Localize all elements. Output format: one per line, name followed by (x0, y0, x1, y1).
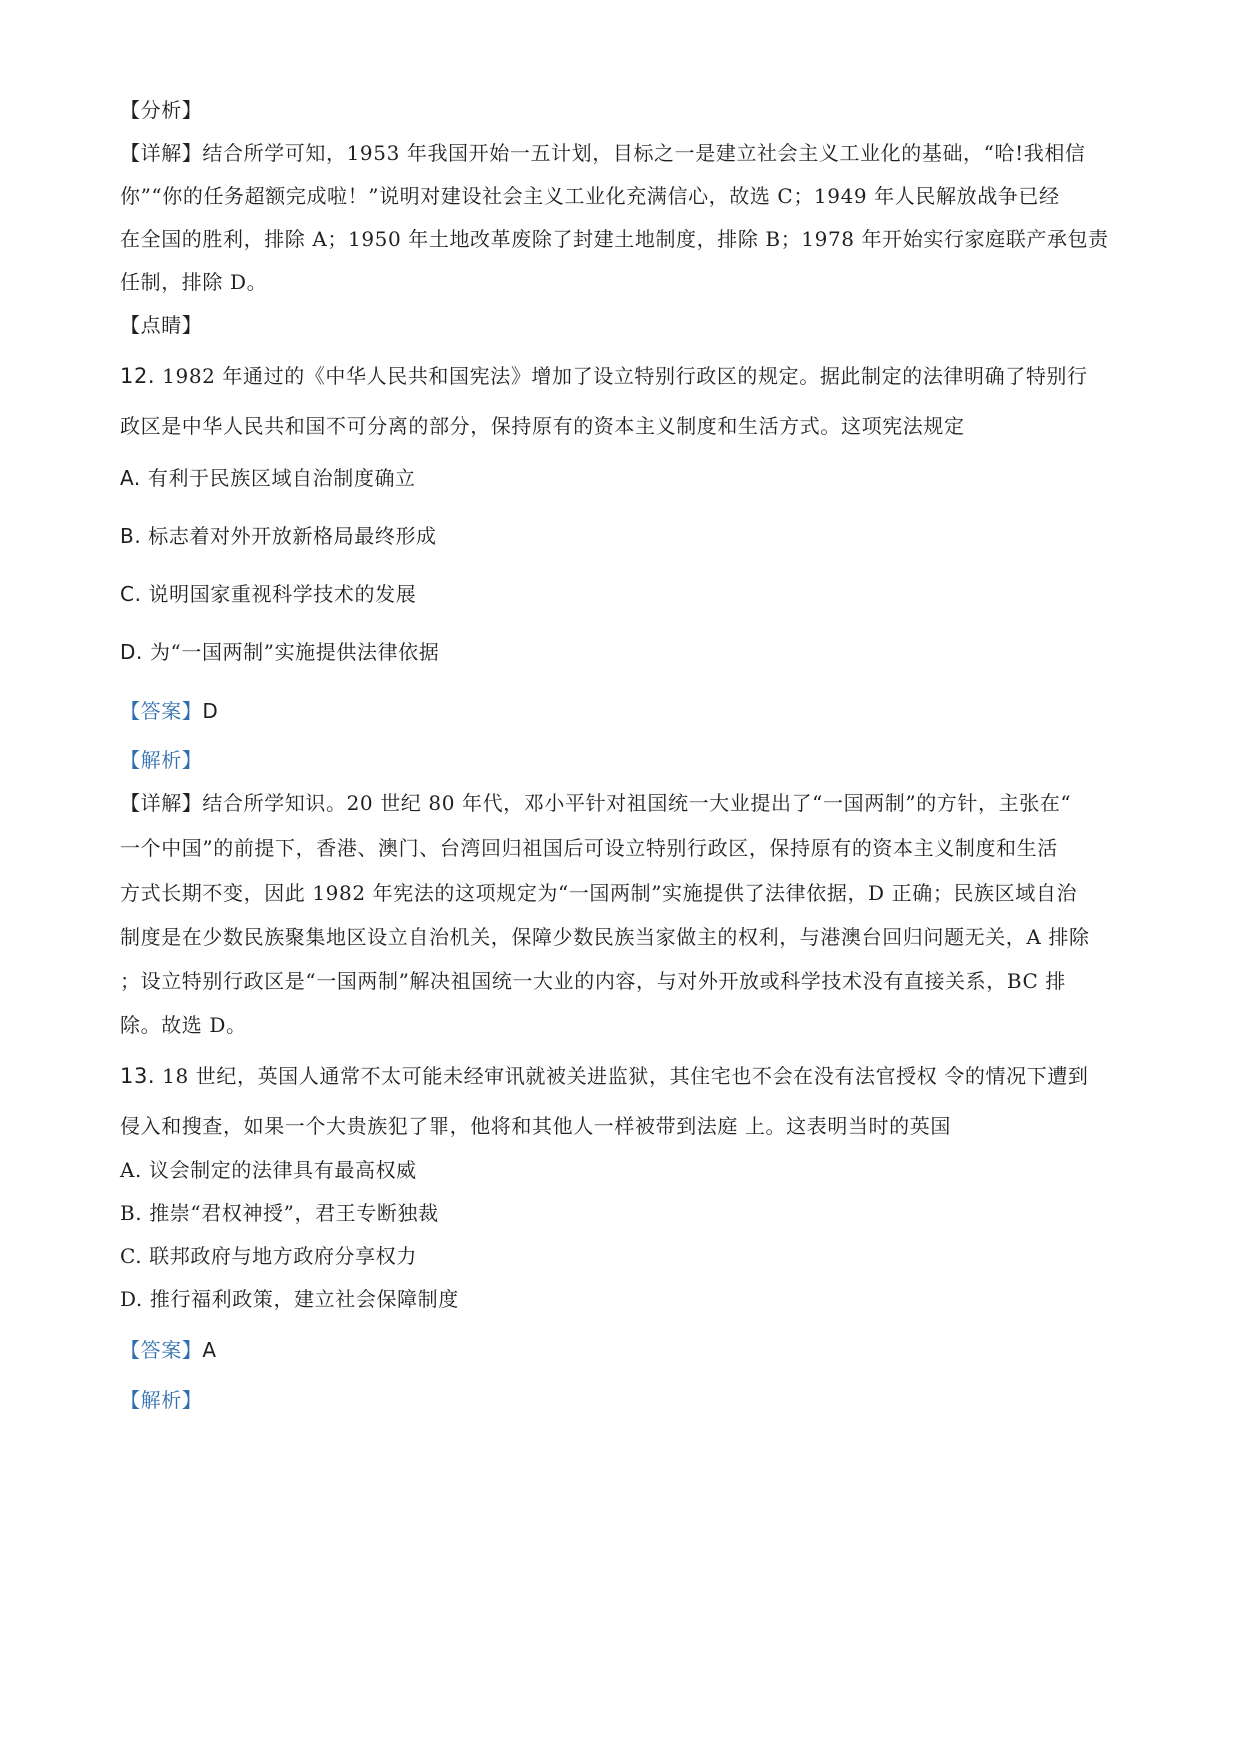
option-letter: B. (120, 524, 142, 548)
detail-line: 一个中国”的前提下，香港、澳门、台湾回归祖国后可设立特别行政区，保持原有的资本主义制度和生活 (120, 836, 1058, 860)
option-letter: A. (120, 1158, 143, 1182)
question-13-stem (120, 1062, 1089, 1090)
option-c (120, 1242, 417, 1270)
option-d (120, 638, 439, 666)
detail-line: 【详解】结合所学知识。20 世纪 80 年代，邓小平针对祖国统一大业提出了“一国两制”的方针，主张在“ (120, 791, 1072, 815)
answer-line (120, 1336, 217, 1364)
option-letter: D. (120, 1287, 143, 1311)
detail-line: ；设立特别行政区是“一国两制”解决祖国统一大业的内容，与对外开放或科学技术没有直接关系，BC 排 (120, 969, 1066, 993)
option-c (120, 580, 416, 608)
analysis-label: 【解析】 (120, 1388, 203, 1412)
answer-label: 【答案】 (120, 1338, 203, 1362)
option-text: 推崇“君权神授”，君王专断独裁 (149, 1201, 439, 1225)
answer-label: 【答案】 (120, 699, 203, 723)
option-letter: B. (120, 1201, 143, 1225)
option-a (120, 1156, 417, 1184)
question-stem-line: 1982 年通过的《中华人民共和国宪法》增加了设立特别行政区的规定。据此制定的法律明确了特别行 (162, 364, 1088, 388)
question-12-stem (120, 362, 1088, 390)
detail-line: 你”“你的任务超额完成啦！”说明对建设社会主义工业化充满信心，故选 C；1949 年人民解放战争已经 (120, 184, 1060, 208)
question-number: 13. (120, 1064, 156, 1088)
detail-line: 方式长期不变，因此 1982 年宪法的这项规定为“一国两制”实施提供了法律依据，D 正确；民族区域自治 (120, 881, 1078, 905)
detail-line: 在全国的胜利，排除 A；1950 年土地改革废除了封建土地制度，排除 B；1978 年开始实行家庭联产承包责 (120, 227, 1109, 251)
key-point-heading: 【点睛】 (120, 313, 203, 337)
option-letter: C. (120, 582, 142, 606)
option-text: 推行福利政策，建立社会保障制度 (149, 1287, 459, 1311)
detail-line: 【详解】结合所学可知，1953 年我国开始一五计划，目标之一是建立社会主义工业化的基础，“哈!我相信 (120, 141, 1086, 165)
option-text: 有利于民族区域自治制度确立 (147, 466, 416, 490)
option-text: 标志着对外开放新格局最终形成 (148, 524, 437, 548)
option-d (120, 1285, 459, 1313)
answer-value: A (202, 1338, 217, 1362)
option-letter: D. (120, 640, 143, 664)
answer-line (120, 697, 218, 725)
option-text: 说明国家重视科学技术的发展 (148, 582, 417, 606)
option-letter: C. (120, 1244, 143, 1268)
detail-line: 任制，排除 D。 (120, 270, 268, 294)
option-text: 议会制定的法律具有最高权威 (148, 1158, 417, 1182)
option-b (120, 1199, 439, 1227)
option-text: 为“一国两制”实施提供法律依据 (149, 640, 440, 664)
question-number: 12. (120, 364, 156, 388)
detail-line: 除。故选 D。 (120, 1013, 247, 1037)
answer-value: D (202, 699, 219, 723)
analysis-label: 【解析】 (120, 748, 203, 772)
detail-line: 制度是在少数民族聚集地区设立自治机关，保障少数民族当家做主的权利，与港澳台回归问题无关，A 排除 (120, 925, 1090, 949)
question-stem-line: 政区是中华人民共和国不可分离的部分，保持原有的资本主义制度和生活方式。这项宪法规定 (120, 414, 965, 438)
question-stem-line: 侵入和搜查，如果一个大贵族犯了罪，他将和其他人一样被带到法庭 上。这表明当时的英国 (120, 1114, 951, 1138)
option-b (120, 522, 437, 550)
option-letter: A. (120, 466, 141, 490)
option-a (120, 464, 416, 492)
option-text: 联邦政府与地方政府分享权力 (149, 1244, 417, 1268)
question-stem-line: 18 世纪，英国人通常不太可能未经审讯就被关进监狱，其住宅也不会在没有法官授权 令的情况下遭到 (162, 1064, 1089, 1088)
analysis-heading: 【分析】 (120, 98, 203, 122)
